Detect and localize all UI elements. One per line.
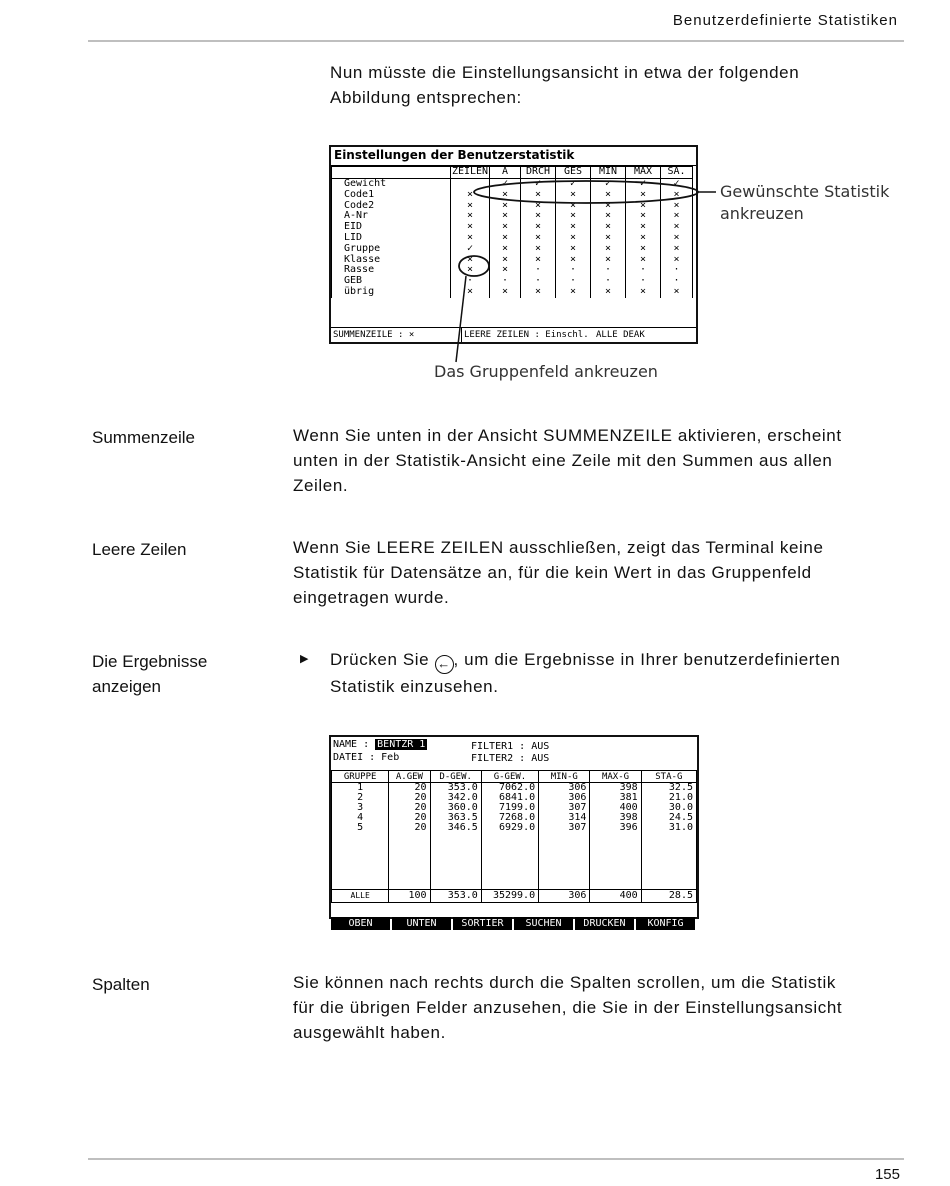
text-line: Zeilen. — [293, 476, 349, 495]
text-line: Statistik für Datensätze an, für die kein Wert in das Gruppenfeld — [293, 563, 812, 582]
stat-checkbox[interactable]: × — [451, 201, 490, 212]
field-label: übrig — [332, 287, 451, 298]
results-total-cell: 353.0 — [430, 890, 481, 903]
results-cell: 4 — [332, 813, 389, 823]
stat-checkbox[interactable]: × — [490, 287, 521, 298]
stat-checkbox[interactable]: · — [490, 276, 521, 287]
results-cell: 30.0 — [641, 803, 696, 813]
results-cell: 20 — [389, 803, 430, 813]
text-span: , um die Ergebnisse in Ihrer benutzerdefinierten — [453, 650, 841, 669]
stat-checkbox[interactable]: × — [591, 233, 626, 244]
section-label: Spalten — [92, 975, 150, 994]
results-total-row — [332, 890, 697, 903]
settings-column-header: MIN — [591, 167, 626, 179]
results-total-cell: 306 — [539, 890, 590, 903]
stat-checkbox[interactable]: × — [556, 255, 591, 266]
stat-checkbox[interactable]: × — [451, 222, 490, 233]
stat-checkbox[interactable]: × — [490, 222, 521, 233]
stat-checkbox[interactable]: × — [490, 233, 521, 244]
stat-checkbox[interactable]: × — [451, 255, 490, 266]
stat-checkbox[interactable]: · — [521, 276, 556, 287]
stat-checkbox[interactable]: × — [661, 287, 693, 298]
results-column-header: MIN-G — [539, 771, 590, 783]
stat-checkbox[interactable]: × — [626, 190, 661, 201]
results-cell: 306 — [539, 783, 590, 794]
running-header: Benutzerdefinierte Statistiken — [672, 12, 898, 29]
stat-checkbox[interactable]: × — [626, 287, 661, 298]
stat-checkbox[interactable]: · — [451, 276, 490, 287]
footer-rule — [88, 1158, 904, 1160]
stat-checkbox[interactable]: ✓ — [661, 179, 693, 190]
softkey-drucken[interactable]: DRUCKEN — [575, 917, 634, 930]
results-cell: 2 — [332, 793, 389, 803]
stat-checkbox[interactable]: · — [556, 276, 591, 287]
stat-checkbox[interactable]: × — [661, 255, 693, 266]
stat-checkbox[interactable]: ✓ — [626, 179, 661, 190]
sum-row-setting[interactable]: SUMMENZEILE : × — [331, 328, 462, 342]
results-column-header: D-GEW. — [430, 771, 481, 783]
text-line: Wenn Sie unten in der Ansicht SUMMENZEILE aktivieren, erscheint — [293, 426, 842, 445]
results-spacer-cell — [481, 833, 538, 890]
stat-checkbox[interactable]: · — [661, 276, 693, 287]
results-cell: 31.0 — [641, 823, 696, 833]
stat-checkbox[interactable]: × — [556, 222, 591, 233]
stat-checkbox[interactable]: × — [626, 244, 661, 255]
field-label: Code1 — [332, 190, 451, 201]
field-label: Code2 — [332, 201, 451, 212]
stat-checkbox[interactable]: ✓ — [521, 179, 556, 190]
stat-checkbox[interactable]: × — [661, 244, 693, 255]
results-spacer-cell — [539, 833, 590, 890]
stat-checkbox[interactable]: × — [490, 265, 521, 276]
text-line: ausgewählt haben. — [293, 1023, 446, 1042]
results-total-cell: ALLE — [332, 890, 389, 903]
intro-line: Abbildung entsprechen: — [330, 88, 522, 107]
stat-checkbox[interactable]: × — [661, 233, 693, 244]
results-cell: 3 — [332, 803, 389, 813]
results-cell: 20 — [389, 783, 430, 794]
file-label: DATEI : Feb — [333, 752, 400, 763]
results-spacer-cell — [389, 833, 430, 890]
stat-checkbox[interactable]: ✓ — [490, 179, 521, 190]
results-screen — [329, 735, 699, 919]
stat-checkbox[interactable]: × — [521, 233, 556, 244]
stat-checkbox[interactable]: × — [451, 233, 490, 244]
stat-checkbox[interactable]: × — [451, 190, 490, 201]
stat-checkbox[interactable]: × — [626, 222, 661, 233]
section-ergebnisse-text — [330, 647, 840, 699]
stat-checkbox[interactable]: × — [521, 287, 556, 298]
filter2-label: FILTER2 : AUS — [471, 753, 550, 764]
stat-checkbox[interactable]: × — [661, 222, 693, 233]
stat-checkbox[interactable]: × — [591, 244, 626, 255]
field-label: Gewicht — [332, 179, 451, 190]
stat-checkbox[interactable]: × — [626, 201, 661, 212]
page-number: 155 — [874, 1166, 900, 1183]
label-line: Die Ergebnisse — [92, 652, 208, 671]
results-cell: 342.0 — [430, 793, 481, 803]
deactivate-all-button[interactable]: ALLE DEAK — [596, 330, 645, 340]
stat-checkbox[interactable]: × — [661, 211, 693, 222]
stat-checkbox[interactable]: × — [451, 287, 490, 298]
results-cell: 346.5 — [430, 823, 481, 833]
field-label: Gruppe — [332, 244, 451, 255]
stat-checkbox[interactable]: · — [626, 276, 661, 287]
stat-checkbox[interactable]: × — [591, 287, 626, 298]
results-header — [331, 737, 697, 765]
section-leere-zeilen-text — [293, 535, 824, 610]
results-cell: 306 — [539, 793, 590, 803]
results-row[interactable] — [332, 823, 697, 833]
label-line: anzeigen — [92, 677, 162, 696]
results-cell: 7199.0 — [481, 803, 538, 813]
stat-checkbox[interactable]: × — [521, 190, 556, 201]
stat-checkbox[interactable]: · — [626, 265, 661, 276]
stat-checkbox[interactable]: × — [521, 211, 556, 222]
stat-checkbox[interactable]: × — [591, 201, 626, 212]
field-label: A-Nr — [332, 211, 451, 222]
results-column-header: A.GEW — [389, 771, 430, 783]
results-table — [331, 770, 697, 903]
results-cell: 24.5 — [641, 813, 696, 823]
text-line: Wenn Sie LEERE ZEILEN ausschließen, zeigt das Terminal keine — [293, 538, 824, 557]
stat-checkbox[interactable]: × — [556, 233, 591, 244]
results-column-header: G-GEW. — [481, 771, 538, 783]
stat-checkbox[interactable]: × — [556, 211, 591, 222]
settings-column-header: ZEILEN — [451, 166, 489, 178]
stat-checkbox[interactable]: × — [556, 201, 591, 212]
stat-checkbox[interactable]: × — [490, 244, 521, 255]
softkey-oben[interactable]: OBEN — [331, 917, 390, 930]
filter1-label: FILTER1 : AUS — [471, 741, 550, 752]
results-cell: 1 — [332, 783, 389, 794]
field-label: Rasse — [332, 265, 451, 276]
field-label: EID — [332, 222, 451, 233]
text-line: Statistik einzusehen. — [330, 677, 499, 696]
results-cell: 363.5 — [430, 813, 481, 823]
results-total-cell: 28.5 — [641, 890, 696, 903]
results-cell: 5 — [332, 823, 389, 833]
stat-checkbox[interactable]: × — [490, 190, 521, 201]
stat-checkbox[interactable]: × — [556, 190, 591, 201]
stat-name-value[interactable]: BENTZR 1 — [377, 739, 426, 750]
stat-checkbox[interactable]: · — [556, 265, 591, 276]
settings-column-header: DRCH — [521, 167, 556, 179]
field-label: GEB — [332, 276, 451, 287]
stat-checkbox[interactable]: × — [556, 244, 591, 255]
results-spacer-cell — [590, 833, 641, 890]
results-cell: 21.0 — [641, 793, 696, 803]
results-total-cell: 100 — [389, 890, 430, 903]
stat-checkbox[interactable]: × — [521, 255, 556, 266]
results-cell: 381 — [590, 793, 641, 803]
stat-checkbox[interactable]: · — [521, 265, 556, 276]
field-label: LID — [332, 233, 451, 244]
stat-checkbox[interactable]: × — [490, 255, 521, 266]
results-cell: 7062.0 — [481, 783, 538, 794]
results-spacer-row — [332, 833, 697, 890]
softkey-suchen[interactable]: SUCHEN — [514, 917, 573, 930]
callout-select-statistic — [720, 181, 889, 225]
back-key-icon: ← — [435, 655, 454, 674]
stat-checkbox[interactable]: × — [490, 211, 521, 222]
text-span: Drücken Sie — [330, 650, 435, 669]
empty-rows-setting[interactable]: LEERE ZEILEN : Einschl. — [464, 330, 589, 340]
results-column-header: MAX-G — [590, 771, 641, 783]
results-total-cell: 400 — [590, 890, 641, 903]
text-line: eingetragen wurde. — [293, 588, 450, 607]
stat-checkbox[interactable]: × — [521, 201, 556, 212]
results-cell: 32.5 — [641, 783, 696, 794]
stat-checkbox[interactable]: · — [591, 265, 626, 276]
results-spacer-cell — [332, 833, 389, 890]
results-cell: 20 — [389, 823, 430, 833]
stat-checkbox[interactable]: × — [490, 201, 521, 212]
softkey-unten[interactable]: UNTEN — [392, 917, 451, 930]
results-column-header: STA-G — [641, 771, 696, 783]
results-cell: 307 — [539, 803, 590, 813]
softkey-bar — [331, 917, 695, 930]
section-label: Leere Zeilen — [92, 540, 187, 559]
stat-checkbox[interactable]: × — [591, 190, 626, 201]
intro-line: Nun müsste die Einstellungsansicht in etwa der folgenden — [330, 63, 800, 82]
text-line: unten in der Statistik-Ansicht eine Zeile mit den Summen aus allen — [293, 451, 833, 470]
results-cell: 6929.0 — [481, 823, 538, 833]
stat-checkbox[interactable]: × — [626, 255, 661, 266]
stat-checkbox[interactable]: × — [591, 222, 626, 233]
results-cell: 360.0 — [430, 803, 481, 813]
stat-checkbox[interactable]: · — [591, 276, 626, 287]
results-column-header: GRUPPE — [332, 771, 389, 783]
stat-checkbox[interactable]: × — [626, 233, 661, 244]
text-line: für die übrigen Felder anzusehen, die Sie in der Einstellungsansicht — [293, 998, 843, 1017]
results-cell: 6841.0 — [481, 793, 538, 803]
results-cell: 353.0 — [430, 783, 481, 794]
stat-checkbox[interactable]: × — [521, 244, 556, 255]
section-spalten-text — [293, 970, 842, 1045]
results-cell: 398 — [590, 783, 641, 794]
field-label: Klasse — [332, 255, 451, 266]
results-cell: 307 — [539, 823, 590, 833]
group-field-highlight — [459, 256, 489, 276]
stat-checkbox[interactable]: × — [451, 265, 490, 276]
softkey-sortier[interactable]: SORTIER — [453, 917, 512, 930]
section-label — [92, 649, 207, 699]
stat-checkbox[interactable]: × — [626, 211, 661, 222]
stat-checkbox[interactable]: × — [521, 222, 556, 233]
section-label: Summenzeile — [92, 428, 195, 447]
stat-checkbox[interactable]: ✓ — [591, 179, 626, 190]
results-cell: 400 — [590, 803, 641, 813]
callout-text: ankreuzen — [720, 204, 804, 223]
settings-title: Einstellungen der Benutzerstatistik — [331, 147, 696, 166]
stat-row-highlight — [474, 181, 698, 203]
results-spacer-cell — [641, 833, 696, 890]
callout-group-field: Das Gruppenfeld ankreuzen — [434, 362, 658, 381]
results-cell: 7268.0 — [481, 813, 538, 823]
results-total-cell: 35299.0 — [481, 890, 538, 903]
results-spacer-cell — [430, 833, 481, 890]
settings-column-header: A — [490, 167, 521, 179]
settings-column-header: GES — [556, 167, 591, 179]
stat-checkbox[interactable]: × — [661, 201, 693, 212]
bullet-arrow-icon: ▶ — [300, 653, 309, 665]
name-label: NAME : — [333, 739, 370, 750]
settings-column-header: MAX — [626, 167, 661, 179]
results-cell: 314 — [539, 813, 590, 823]
stat-checkbox[interactable]: · — [661, 265, 693, 276]
stat-checkbox[interactable]: × — [556, 287, 591, 298]
callout-text: Gewünschte Statistik — [720, 182, 890, 201]
stat-checkbox[interactable]: × — [591, 211, 626, 222]
softkey-konfig[interactable]: KONFIG — [636, 917, 695, 930]
stat-checkbox[interactable]: ✓ — [556, 179, 591, 190]
settings-column-header: SA. — [661, 167, 693, 179]
stat-checkbox[interactable]: × — [591, 255, 626, 266]
stat-checkbox[interactable]: × — [661, 190, 693, 201]
results-cell: 396 — [590, 823, 641, 833]
results-cell: 20 — [389, 793, 430, 803]
callout-line-bottom — [456, 276, 466, 362]
stat-checkbox[interactable]: ✓ — [451, 244, 490, 255]
results-cell: 398 — [590, 813, 641, 823]
stat-checkbox[interactable]: × — [451, 211, 490, 222]
section-summenzeile-text — [293, 423, 842, 498]
text-line: Sie können nach rechts durch die Spalten scrollen, um die Statistik — [293, 973, 836, 992]
results-cell: 20 — [389, 813, 430, 823]
